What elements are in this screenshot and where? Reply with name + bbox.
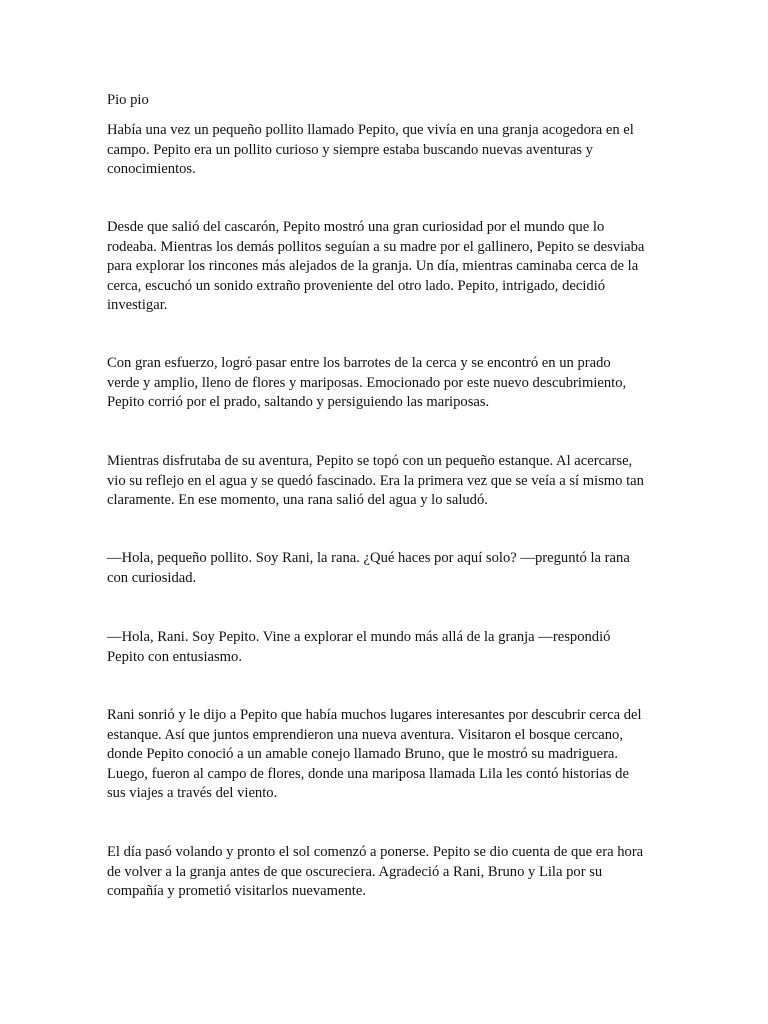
document-title: Pio pio [107, 92, 149, 108]
paragraph: —Hola, pequeño pollito. Soy Rani, la rana. ¿Qué haces por aquí solo? —preguntó la rana con curiosidad. [107, 550, 630, 586]
paragraph: El día pasó volando y pronto el sol comenzó a ponerse. Pepito se dio cuenta de que era hora de volver a la granja antes de que oscureciera. Agradeció a Rani, Bruno y Lila por su compañía y prometió visitarlos nuevamente. [107, 844, 644, 899]
paragraph: —Hola, Rani. Soy Pepito. Vine a explorar el mundo más allá de la granja —respondió Pepito con entusiasmo. [107, 629, 611, 665]
paragraph: Desde que salió del cascarón, Pepito mostró una gran curiosidad por el mundo que lo rodeaba. Mientras los demás pollitos seguían a su madre por el gallinero, Pepito se desviaba para explorar los rincones más alejados de la granja. Un día, mientras caminaba cerca de la cerca, escuchó un sonido extraño proveniente del otro lado. Pepito, intrigado, decidió investigar. [107, 219, 645, 313]
paragraph: Con gran esfuerzo, logró pasar entre los barrotes de la cerca y se encontró en un prado verde y amplio, lleno de flores y mariposas. Emocionado por este nuevo descubrimiento, Pepito corrió por el prado, saltando y persiguiendo las mariposas. [107, 355, 627, 410]
paragraph: Rani sonrió y le dijo a Pepito que había muchos lugares interesantes por descubrir cerca del estanque. Así que juntos emprendieron una nueva aventura. Visitaron el bosque cercano, donde Pepito conoció a un amable conejo llamado Bruno, que le mostró su madriguera. Luego, fueron al campo de flores, donde una mariposa llamada Lila les contó historias de sus viajes a través del viento. [107, 707, 642, 801]
paragraph: Mientras disfrutaba de su aventura, Pepito se topó con un pequeño estanque. Al acercarse, vio su reflejo en el agua y se quedó fascinado. Era la primera vez que se veía a sí mismo tan claramente. En ese momento, una rana salió del agua y lo saludó. [107, 453, 644, 508]
paragraph: Había una vez un pequeño pollito llamado Pepito, que vivía en una granja acogedora en el campo. Pepito era un pollito curioso y siempre estaba buscando nuevas aventuras y conocimientos. [107, 122, 634, 177]
